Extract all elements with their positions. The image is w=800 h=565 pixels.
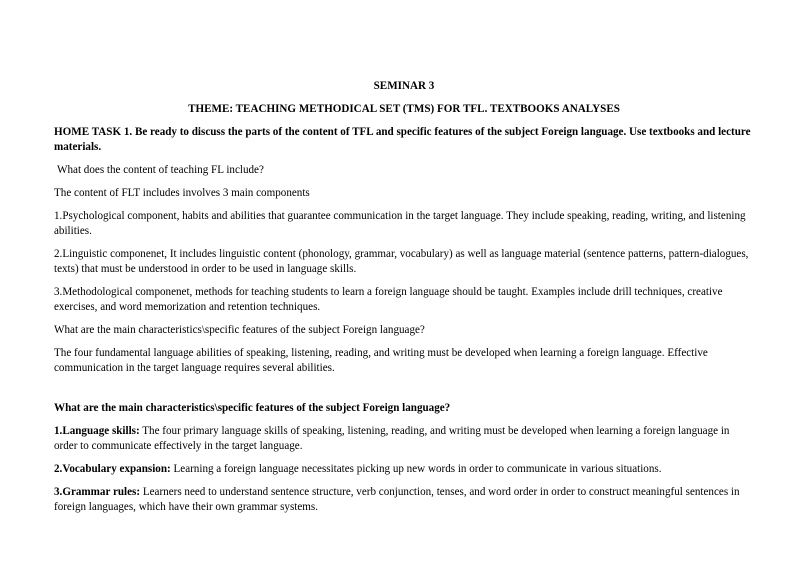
feature-item-2 xyxy=(54,462,754,477)
answer-features: The four fundamental language abilities of speaking, listening, reading, and writing must be developed when learning a foreign language. Effective communication in the target language requires several abilities. xyxy=(54,347,708,374)
question-features: What are the main characteristics\specific features of the subject Foreign language? xyxy=(54,324,425,336)
question-content: What does the content of teaching FL include? xyxy=(57,164,264,176)
component-item-2: 2.Linguistic componenet, It includes linguistic content (phonology, grammar, vocabulary) as well as language material (sentence patterns, pattern-dialogues, texts) that must be understood in order to be used in language skills. xyxy=(54,248,749,275)
feature-text-1: The four primary language skills of speaking, listening, reading, and writing must be developed when learning a foreign language in order to communicate effectively in the target language. xyxy=(54,425,730,452)
feature-label-3: 3.Grammar rules: xyxy=(54,486,141,498)
document-theme: THEME: TEACHING METHODICAL SET (TMS) FOR TFL. TEXTBOOKS ANALYSES xyxy=(188,103,620,115)
question-features-heading xyxy=(54,401,754,416)
heading-text: What are the main characteristics\specific features of the subject Foreign language? xyxy=(54,402,451,414)
feature-label-2: 2.Vocabulary expansion: xyxy=(54,463,171,475)
feature-text-3: Learners need to understand sentence structure, verb conjunction, tenses, and word order in order to construct meaningful sentences in foreign languages, which have their own grammar systems. xyxy=(54,486,740,513)
home-task: HOME TASK 1. Be ready to discuss the parts of the content of TFL and specific features of the subject Foreign language. Use textbooks and lecture materials. xyxy=(54,126,751,153)
document-page xyxy=(54,79,754,515)
feature-item-3 xyxy=(54,485,754,515)
component-item-1: 1.Psychological component, habits and abilities that guarantee communication in the target language. They include speaking, reading, writing, and listening abilities. xyxy=(54,210,746,237)
component-item-3: 3.Methodological componenet, methods for teaching students to learn a foreign language should be taught. Examples include drill techniques, creative exercises, and word memorization and retention techniques. xyxy=(54,286,723,313)
feature-text-2: Learning a foreign language necessitates picking up new words in order to communicate in various situations. xyxy=(170,463,662,475)
document-title: SEMINAR 3 xyxy=(373,80,435,92)
intro-paragraph: The content of FLT includes involves 3 main components xyxy=(54,187,310,199)
feature-label-1: 1.Language skills: xyxy=(54,425,140,437)
feature-item-1 xyxy=(54,424,754,454)
